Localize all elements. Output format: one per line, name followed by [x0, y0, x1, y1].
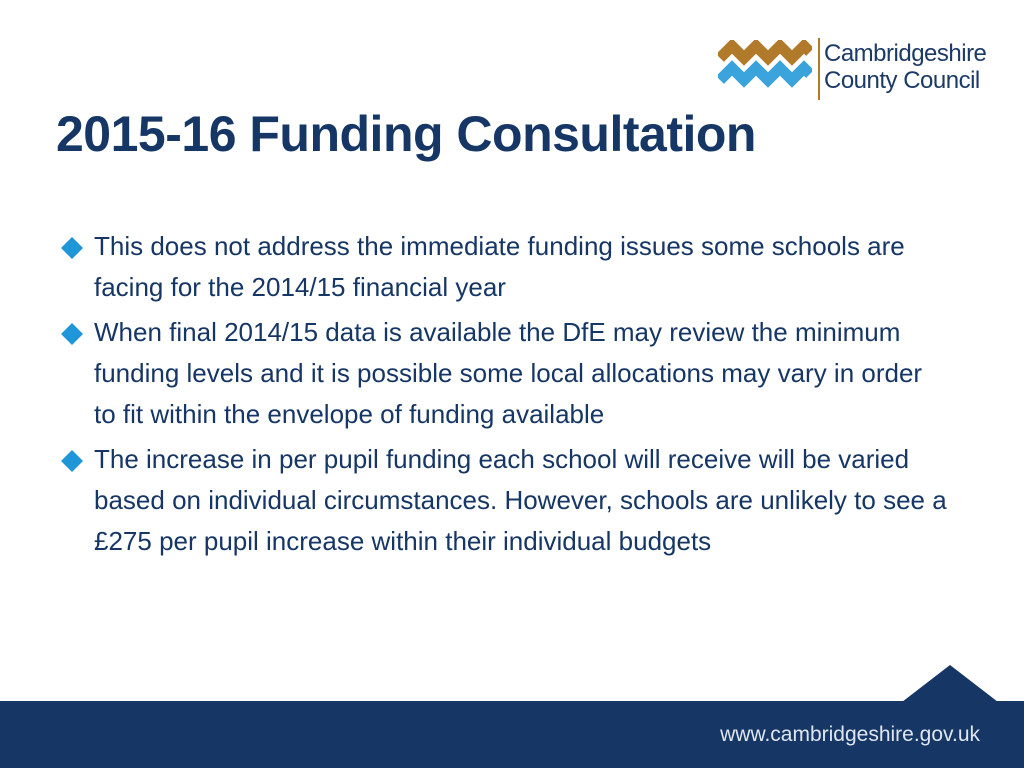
- bullet-text: When final 2014/15 data is available the DfE may review the minimum funding levels and it is possible some local allocations may vary in order to fit within the envelope of funding available: [94, 317, 923, 429]
- logo-line-1: Cambridgeshire: [824, 40, 987, 67]
- bullet-item: [58, 439, 948, 562]
- bullet-item: [58, 312, 948, 435]
- logo-divider: [818, 38, 820, 100]
- bullet-list: [58, 226, 948, 566]
- footer-triangle-icon: [902, 665, 998, 702]
- bullet-text: This does not address the immediate funding issues some schools are facing for the 2014/15 financial year: [94, 231, 905, 302]
- logo-wordmark: [824, 40, 986, 94]
- council-logo: [718, 38, 998, 102]
- logo-line-2: County Council: [824, 67, 980, 94]
- diamond-bullet-icon: [60, 322, 84, 346]
- waves-logo-icon: [718, 40, 812, 98]
- slide-title: 2015-16 Funding Consultation: [56, 106, 756, 162]
- diamond-bullet-icon: [60, 236, 84, 260]
- bullet-item: [58, 226, 948, 308]
- bullet-text: The increase in per pupil funding each school will receive will be varied based on individual circumstances. However, schools are unlikely to see a £275 per pupil increase within their individual budgets: [94, 444, 947, 556]
- footer-url[interactable]: www.cambridgeshire.gov.uk: [720, 723, 980, 746]
- diamond-bullet-icon: [60, 449, 84, 473]
